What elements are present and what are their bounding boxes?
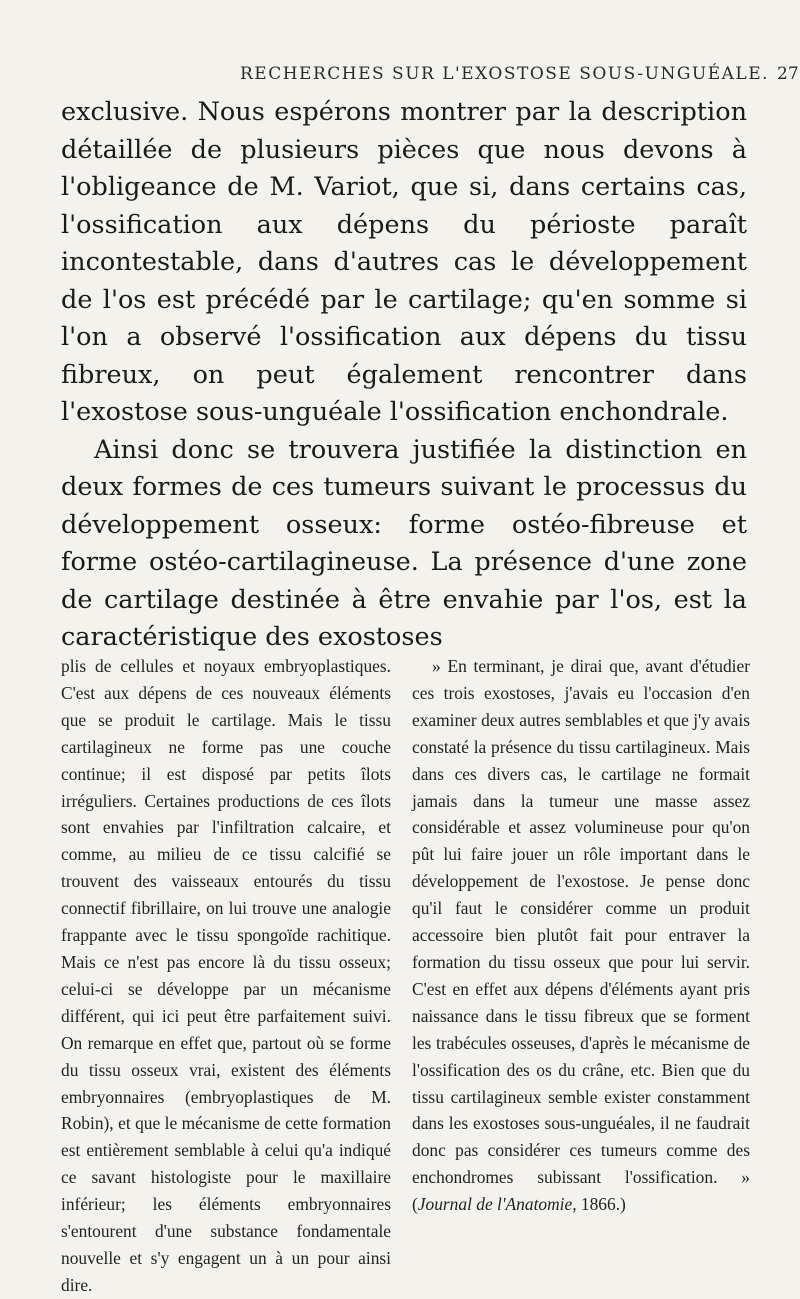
right-column-text: » En terminant, je dirai que, avant d'étudier ces trois exostoses, j'avais eu l'occasion d'en examiner deux autres semblables et que j'y avais constaté la présence du tissu cartilagineux. Mais dans ces divers cas, le cartilage ne formait jamais dans la tumeur une masse assez considérable et assez volumineuse pour qu'on pût lui faire jouer un rôle important dans le développement de l'exostose. Je pense donc qu'il faut le considérer comme un produit accessoire bien plutôt fait pour entraver la formation du tissu osseux que pour lui servir. C'est en effet aux dépens d'éléments ayant pris naissance dans le tissu fibreux que se forment les trabécules osseuses, d'après le mécanisme de l'ossification des os du crâne, etc. Bien que du tissu cartilagineux semble exister constamment dans les exostoses sous-unguéales, il ne faudrait donc pas considérer ces tumeurs comme des enchondromes subissant l'ossification. » (412, 656, 750, 1188)
left-column (61, 653, 391, 1299)
page-number: 27 (777, 64, 799, 84)
main-paragraph-1: exclusive. Nous espérons montrer par la description détaillée de plusieurs pièces que nous devons à l'obligeance de M. Variot, que si, dans certains cas, l'ossification aux dépens du périoste paraît incontestable, dans d'autres cas le développement de l'os est précédé par le cartilage; qu'en somme si l'on a observé l'ossification aux dépens du tissu fibreux, on peut également rencontrer dans l'exostose sous-unguéale l'ossification enchondrale. (61, 97, 747, 427)
right-column-quote (412, 653, 750, 1218)
main-paragraph-2: Ainsi donc se trouvera justifiée la distinction en deux formes de ces tumeurs suivant le processus du développement osseux: forme ostéo-fibreuse et forme ostéo-cartilagineuse. La présence d'une zone de cartilage destinée à être envahie par l'os, est la caractéristique des exostoses (61, 434, 747, 652)
citation-year: 1866.) (576, 1194, 626, 1215)
citation: (Journal de l'Anatomie, 1866.) (412, 1194, 626, 1215)
citation-source: Journal de l'Anatomie, (417, 1194, 577, 1215)
page-header (0, 60, 800, 90)
running-head: RECHERCHES SUR L'EXOSTOSE SOUS-UNGUÉALE. (240, 64, 770, 84)
left-column-text: plis de cellules et noyaux embryoplastiques. C'est aux dépens de ces nouveaux éléments que se produit le cartilage. Mais le tissu cartilagineux ne forme pas une couche continue; il est disposé par petits îlots irréguliers. Certaines productions de ces îlots sont envahies par l'infiltration calcaire, et comme, au milieu de ce tissu calcifié se trouvent des vaisseaux entourés du tissu connectif fibrillaire, on lui trouve une analogie frappante avec le tissu spongoïde rachitique. Mais ce n'est pas encore là du tissu osseux; celui-ci se développe par un mécanisme différent, qui ici peut être parfaitement suivi. On remarque en effet que, partout où se forme du tissu osseux vrai, existent des éléments embryonnaires (embryoplastiques de M. Robin), et que le mécanisme de cette formation est entièrement semblable à celui qu'a indiqué ce savant histologiste pour le maxillaire inférieur; les éléments embryonnaires s'entourent d'une substance fondamentale nouvelle et s'y engagent un à un pour ainsi dire. (61, 656, 391, 1295)
right-column (412, 653, 750, 1218)
main-text (61, 94, 747, 657)
